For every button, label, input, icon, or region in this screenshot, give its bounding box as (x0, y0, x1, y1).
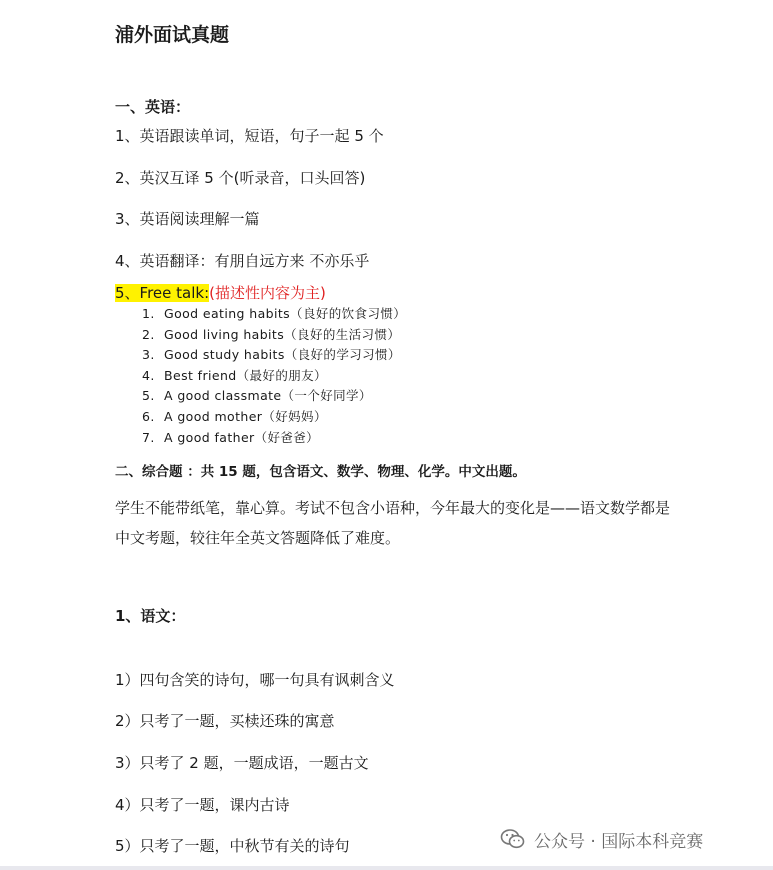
section-heading-english: 一、英语： (115, 98, 191, 116)
english-item: 4、英语翻译：有朋自远方来 不亦乐乎 (115, 252, 370, 270)
topic-number: 4. (142, 368, 155, 383)
topic-item (142, 325, 400, 343)
english-item: 1、英语跟读单词，短语，句子一起 5 个 (115, 127, 384, 145)
topic-text: Best friend（最好的朋友） (164, 368, 327, 383)
topic-item (142, 386, 372, 404)
topic-number: 3. (142, 347, 155, 362)
wechat-icon (500, 826, 526, 852)
topic-text: A good classmate（一个好同学） (164, 388, 372, 403)
topic-item (142, 407, 327, 425)
topic-item (142, 428, 319, 446)
topic-number: 7. (142, 430, 155, 445)
section-heading-chinese: 1、语文： (115, 607, 186, 625)
bottom-divider (0, 866, 773, 870)
chinese-item: 1）四句含笑的诗句，哪一句具有讽刺含义 (115, 671, 395, 689)
free-talk-line (115, 282, 326, 303)
chinese-item: 5）只考了一题，中秋节有关的诗句 (115, 837, 350, 855)
page-title: 浦外面试真题 (115, 24, 230, 46)
topic-text: Good eating habits（良好的饮食习惯） (164, 306, 407, 321)
watermark-text: 公众号 · 国际本科竞赛 (534, 831, 704, 852)
topic-text: Good living habits（良好的生活习惯） (164, 327, 401, 342)
english-item: 3、英语阅读理解一篇 (115, 210, 260, 228)
free-talk-label: 5、Free talk: (115, 284, 210, 302)
chinese-item: 4）只考了一题，课内古诗 (115, 796, 290, 814)
watermark (500, 826, 703, 852)
topic-number: 6. (142, 409, 155, 424)
english-item: 2、英汉互译 5 个(听录音，口头回答) (115, 169, 366, 187)
chinese-item: 2）只考了一题，买椟还珠的寓意 (115, 712, 335, 730)
section-heading-comprehensive: 二、综合题 ：共 15 题，包含语文、数学、物理、化学。中文出题。 (115, 464, 526, 480)
topic-text: A good father（好爸爸） (164, 430, 320, 445)
topic-item (142, 345, 401, 363)
topic-item (142, 304, 406, 322)
topic-number: 5. (142, 388, 155, 403)
topic-text: Good study habits（良好的学习习惯） (164, 347, 401, 362)
comprehensive-description: 学生不能带纸笔，靠心算。考试不包含小语种，今年最大的变化是——语文数学都是中文考题，较往年全英文答题降低了难度。 (115, 499, 671, 547)
topic-number: 1. (142, 306, 155, 321)
topic-item (142, 366, 327, 384)
chinese-item: 3）只考了 2 题，一题成语，一题古文 (115, 754, 369, 772)
topic-text: A good mother（好妈妈） (164, 409, 327, 424)
topic-number: 2. (142, 327, 155, 342)
free-talk-note: (描述性内容为主) (209, 284, 326, 302)
